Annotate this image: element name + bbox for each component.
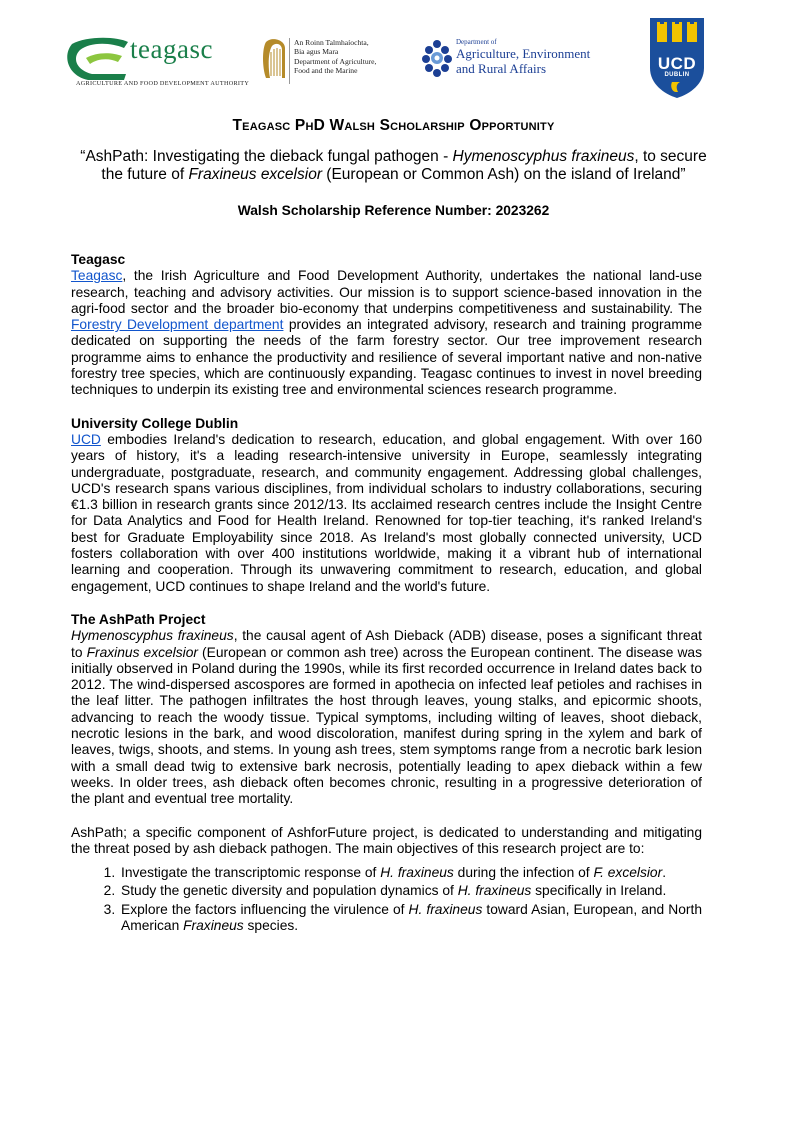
item-text: Study the genetic diversity and population dynamics of (121, 883, 458, 899)
subtitle-part: “AshPath: Investigating the dieback fungal pathogen - (80, 148, 453, 165)
subtitle-part: (European or Common Ash) on the island of Ireland” (321, 165, 686, 183)
ucd-link[interactable]: UCD (71, 431, 101, 447)
ucd-section (71, 416, 702, 595)
species-name: Fraxinus excelsior (86, 644, 198, 660)
objectives-intro: AshPath; a specific component of AshforFuture project, is dedicated to understanding and mitigating the threat posed by ash dieback pathogen. The main objectives of this research project are to: (71, 824, 702, 856)
item-text: Explore the factors influencing the virulence of (121, 901, 409, 917)
dafm-logo (258, 38, 408, 88)
page-title (0, 117, 787, 135)
item-text: toward Asian, European, and North American (121, 901, 702, 933)
dafm-divider (289, 38, 290, 84)
daera-line: Agriculture, Environment (456, 46, 591, 61)
teagasc-paragraph (71, 268, 702, 398)
item-text: during the infection of (453, 865, 594, 881)
logo-bar (0, 14, 787, 106)
subtitle-species: Fraxineus excelsior (188, 165, 322, 183)
objectives-list (71, 865, 702, 934)
reference-number: Walsh Scholarship Reference Number: 2023262 (237, 203, 550, 218)
objectives-section (71, 825, 702, 935)
teagasc-tagline: AGRICULTURE AND FOOD DEVELOPMENT AUTHORITY (76, 80, 250, 87)
subtitle-part: , to secure the future of (101, 148, 707, 183)
daera-line: and Rural Affairs (456, 61, 547, 76)
teagasc-logo (66, 34, 250, 96)
species-name: F. excelsior (593, 865, 663, 881)
ashpath-paragraph (71, 628, 702, 807)
page-title-text: Teagasc PhD Walsh Scholarship Opportunity (232, 117, 555, 134)
ucd-subtitle: DUBLIN (664, 72, 690, 78)
teagasc-swoosh-icon (66, 36, 130, 80)
daera-logo (422, 36, 597, 86)
ucd-paragraph (71, 432, 702, 595)
species-name: H. fraxineus (380, 865, 454, 881)
paragraph-text: (European or common ash tree) across the European continent. The disease was initially observed in Poland during the 1990s, while its first recorded occurrence in Ireland dates back to 2012. The wind-dispersed ascospores are formed in apothecia on infected leaf petioles and rachises in the leaf litter. The pathogen infiltrates the host through leaves, young stalks, and epicormic shoots, advancing to reach the woody tissue. Typical symptoms, including wilting of leaves, shoot dieback, necrotic lesions in the bark, and wood discoloration, manifest during spring in the xylem and bark of leaves, twigs, shoots, and stems. In young ash trees, stem symptoms range from a necrotic bark lesion with a small dead twig to extensive bark necrosis, potentially leading to apex dieback within a few weeks. In older trees, ash dieback often becomes chronic, resulting in a progressive deterioration of the plant and eventual tree mortality. (71, 644, 702, 807)
document-body (71, 252, 702, 936)
ucd-wordmark: UCD (657, 54, 697, 73)
forestry-department-link[interactable]: Forestry Development department (71, 317, 284, 333)
item-text: specifically in Ireland. (531, 883, 667, 899)
dafm-line: An Roinn Talmhaíochta, (294, 38, 369, 47)
section-heading: The AshPath Project (71, 611, 206, 627)
teagasc-link[interactable]: Teagasc (71, 268, 123, 284)
dafm-line: Food and the Marine (294, 66, 358, 76)
ucd-logo (648, 16, 706, 98)
teagasc-wordmark: teagasc (130, 34, 213, 64)
species-name: Fraxineus (183, 917, 244, 933)
teagasc-section (71, 252, 702, 399)
dafm-name (294, 38, 376, 76)
paragraph-text: provides an integrated advisory, research and training programme dedicated on supporting the needs of the farm forestry sector. Our tree improvement research programme aims to enhance the productivity and resilience of several important native and non-native forestry tree species, which are continuously expanding. Teagasc continues to invest in novel breeding techniques to underpin its existing tree and environmental sciences research programme. (71, 317, 702, 398)
dafm-line: Department of Agriculture, (294, 56, 377, 66)
list-item (119, 883, 702, 899)
daera-dept: Department of (456, 38, 497, 46)
daera-flax-icon (422, 38, 452, 78)
paragraph-text: , the Irish Agriculture and Food Development Authority, undertakes the national land-use research, teaching and advisory activities. Our mission is to support science-based innovation in the agri-food sector and the broader bio-economy that underpins competitiveness and sustainability. The (71, 268, 702, 316)
item-text: . (662, 865, 667, 881)
item-text: Investigate the transcriptomic response of (121, 865, 381, 881)
subtitle-species: Hymenoscyphus fraxineus (452, 148, 635, 165)
paragraph-text: embodies Ireland's dedication to research, education, and global engagement. With over 160 years of history, it's a leading research-intensive university in Europe, seamlessly integrating undergraduate, postgraduate, research, and community engagement. Addressing global challenges, UCD's research spans various disciplines, from individual scholars to industry collaborations, securing €1.3 billion in research grants since 2012/13. Its acclaimed research centres include the Insight Centre for Data Analytics and Food for Health Ireland. Renowned for top-tier teaching, it's ranked Ireland's best for Graduate Employability since 2018. As Ireland's most globally connected university, UCD fosters collaboration with over 400 institutions worldwide, making it a vibrant hub of international learning and cooperation. Through its unwavering commitment to research, education, and global engagement, UCD continues to shape Ireland and the world's future. (71, 431, 702, 594)
project-subtitle (76, 148, 711, 183)
harp-icon (258, 38, 288, 84)
section-heading: Teagasc (71, 252, 126, 267)
section-heading: University College Dublin (71, 415, 239, 431)
ashpath-section (71, 612, 702, 808)
species-name: Hymenoscyphus fraxineus (71, 628, 234, 644)
list-item (119, 865, 702, 881)
species-name: H. fraxineus (457, 883, 532, 899)
daera-name (456, 46, 590, 76)
paragraph-text: , the causal agent of Ash Dieback (ADB) disease, poses a significant threat to (71, 628, 702, 660)
species-name: H. fraxineus (408, 901, 483, 917)
item-text: species. (243, 917, 299, 933)
dafm-line: Bia agus Mara (294, 47, 339, 57)
list-item (119, 902, 702, 935)
